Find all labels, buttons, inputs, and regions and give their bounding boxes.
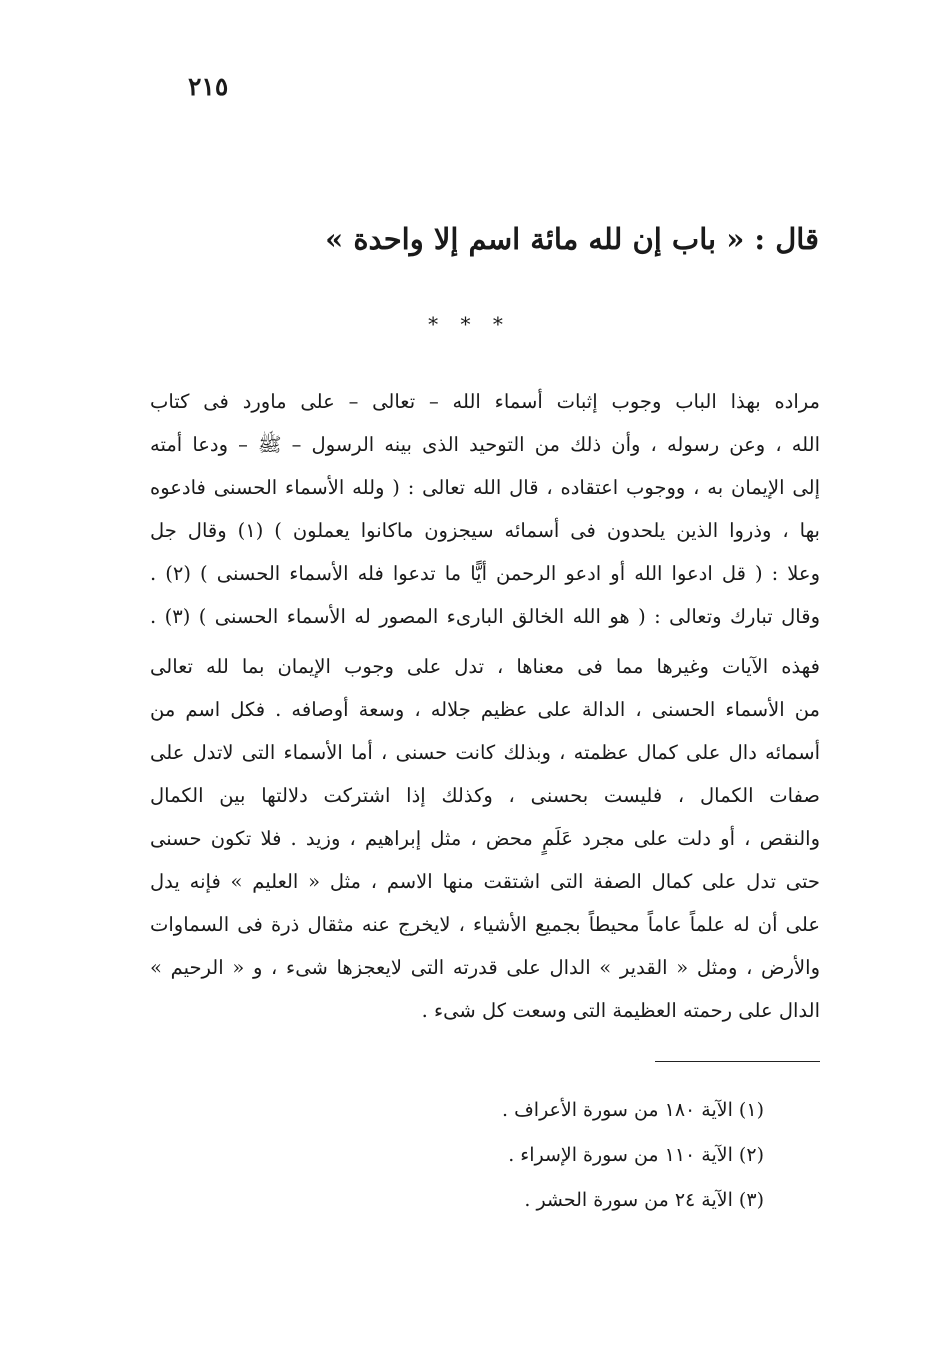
page-number: ٢١٥ [188,72,229,101]
asterisk-separator: * * * [428,312,511,336]
text-line: فهذه الآيات وغيرها مما فى معناها ، تدل على وجوب الإيمان بما لله تعالى [150,655,820,678]
chapter-heading: قال : « باب إن لله مائة اسم إلا واحدة » [325,222,819,256]
text-line: مراده بهذا الباب وجوب إثبات أسماء الله – تعالى – على ماورد فى كتاب [150,390,820,413]
text-line: وعلا : ( قل ادعوا الله أو ادعو الرحمن أيًّا ما تدعوا فله الأسماء الحسنى ) (٢) . [150,562,820,585]
text-line: من الأسماء الحسنى ، الدالة على عظيم جلاله ، وسعة أوصافه . فكل اسم من [150,698,820,721]
text-line: الدال على رحمته العظيمة التى وسعت كل شىء . [421,999,820,1022]
paragraph-2 [150,645,820,1032]
text-line: إلى الإيمان به ، ووجوب اعتقاده ، قال الله تعالى : ( ولله الأسماء الحسنى فادعوه [150,476,820,499]
text-line: حتى تدل على كمال الصفة التى اشتقت منها الاسم ، مثل « العليم » فإنه يدل [150,870,820,893]
text-line: صفات الكمال ، فليست بحسنى ، وكذلك إذا اشتركت دلالتها بين الكمال [150,784,820,807]
text-line: والنقص ، أو دلت على مجرد عَلَمٍ محض ، مثل إبراهيم ، وزيد . فلا تكون حسنى [150,827,820,850]
text-line: على أن له علماً عاماً محيطاً بجميع الأشياء ، لايخرج عنه مثقال ذرة فى السماوات [150,913,820,936]
footnote-3: (٣) الآية ٢٤ من سورة الحشر . [524,1189,764,1211]
footnotes [502,1088,764,1223]
text-line: الله ، وعن رسوله ، وأن ذلك من التوحيد الذى بينه الرسول – ﷺ – ودعا أمته [150,433,820,456]
text-line: أسمائه دال على كمال عظمته ، وبذلك كانت حسنى ، أما الأسماء التى لاتدل على [150,741,820,764]
footnote-2: (٢) الآية ١١٠ من سورة الإسراء . [508,1144,764,1166]
text-line: وقال تبارك وتعالى : ( هو الله الخالق البارىء المصور له الأسماء الحسنى ) (٣) . [150,605,820,628]
paragraph-1 [150,380,820,638]
footnote-1: (١) الآية ١٨٠ من سورة الأعراف . [502,1099,764,1121]
text-line: والأرض ، ومثل « القدير » الدال على قدرته التى لايعجزها شىء ، و « الرحيم » [150,956,820,979]
footnote-divider [655,1061,820,1062]
text-line: بها ، وذروا الذين يلحدون فى أسمائه سيجزون ماكانوا يعملون ) (١) وقال جل [150,519,820,542]
